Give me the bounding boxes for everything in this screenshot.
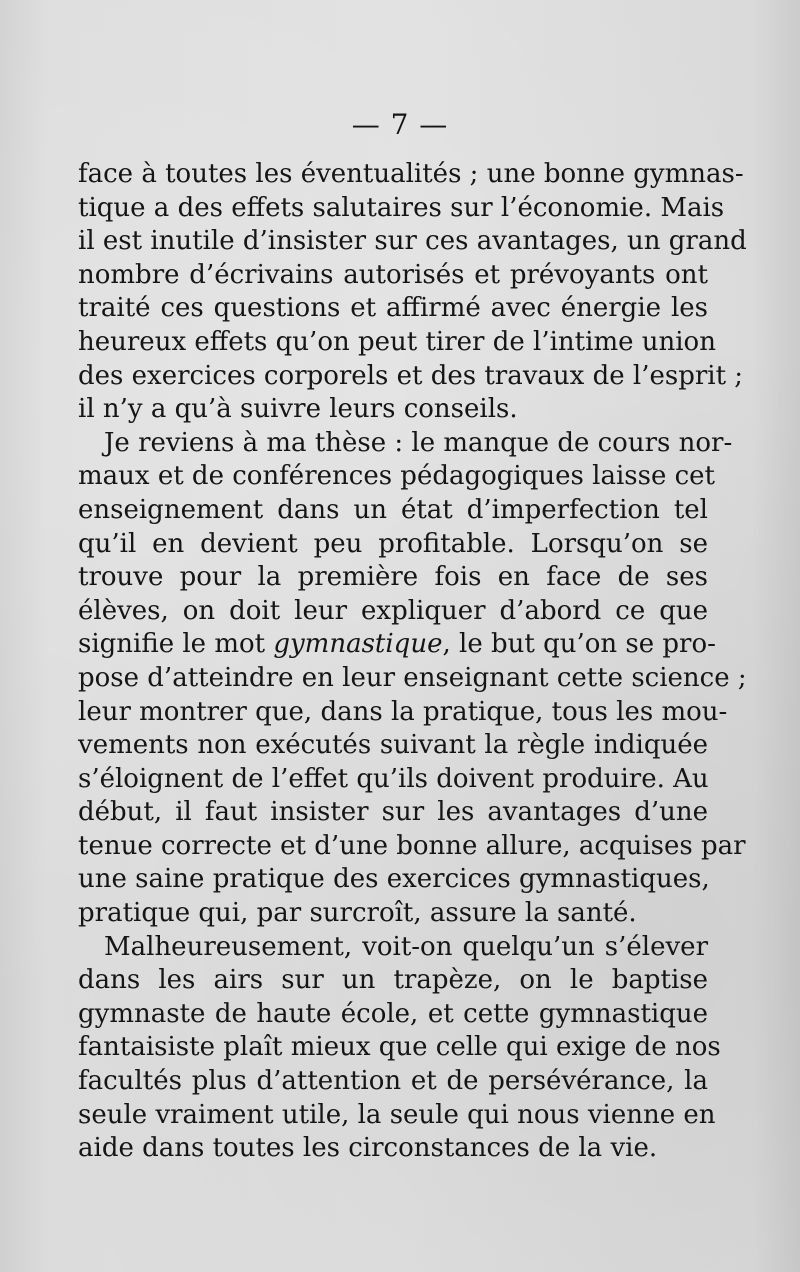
text-line: enseignement dans un état d’imperfection tel — [78, 494, 708, 525]
text-line: Je reviens à ma thèse : le manque de cours nor- — [104, 427, 733, 458]
text-line: tique a des effets salutaires sur l’économie. Mais — [78, 192, 725, 223]
text-line: gymnaste de haute école, et cette gymnastique — [78, 998, 708, 1029]
text-line: tenue correcte et d’une bonne allure, acquises par — [78, 830, 746, 861]
text-line: nombre d’écrivains autorisés et prévoyants ont — [78, 259, 708, 290]
italic-word: gymnastique — [273, 629, 443, 660]
text-line: Malheureusement, voit-on quelqu’un s’élever — [104, 931, 708, 962]
text-line: qu’il en devient peu profitable. Lorsqu’on se — [78, 528, 708, 559]
text-segment: , le but qu’on se pro- — [442, 629, 716, 660]
text-line: aide dans toutes les circonstances de la vie. — [78, 1133, 658, 1164]
text-line: maux et de conférences pédagogiques laisse cet — [78, 461, 715, 492]
text-line: début, il faut insister sur les avantages d’une — [78, 797, 708, 828]
text-line-with-italic — [78, 628, 716, 662]
text-line: fantaisiste plaît mieux que celle qui exige de nos — [78, 1032, 721, 1063]
text-segment: signifie le mot — [78, 629, 274, 660]
paragraph-2 — [78, 427, 747, 931]
text-line: traité ces questions et affirmé avec énergie les — [78, 293, 708, 324]
text-line: s’éloignent de l’effet qu’ils doivent produire. Au — [78, 763, 709, 794]
text-line: pratique qui, par surcroît, assure la santé. — [78, 898, 637, 929]
text-line: dans les airs sur un trapèze, on le baptise — [78, 965, 708, 996]
text-line: il n’y a qu’à suivre leurs conseils. — [78, 394, 518, 425]
text-line: face à toutes les éventualités ; une bonne gymnas- — [78, 159, 744, 189]
text-line: élèves, on doit leur expliquer d’abord ce que — [78, 595, 708, 626]
paragraph-3 — [78, 931, 721, 1166]
text-line: il est inutile d’insister sur ces avantages, un grand — [78, 226, 747, 257]
text-line: seule vraiment utile, la seule qui nous vienne en — [78, 1099, 716, 1130]
paragraph-1 — [78, 158, 747, 427]
text-line: facultés plus d’attention et de persévérance, la — [78, 1066, 708, 1097]
text-line: pose d’atteindre en leur enseignant cette science ; — [78, 662, 747, 693]
text-line: trouve pour la première fois en face de ses — [78, 562, 708, 593]
body-text — [78, 158, 747, 1166]
text-line: vements non exécutés suivant la règle indiquée — [78, 730, 708, 761]
text-line: une saine pratique des exercices gymnastiques, — [78, 864, 710, 895]
text-line: leur montrer que, dans la pratique, tous les mou- — [78, 696, 728, 727]
page-number: — 7 — — [351, 108, 449, 141]
text-line: des exercices corporels et des travaux de l’esprit ; — [78, 360, 744, 391]
text-line: heureux effets qu’on peut tirer de l’intime union — [78, 326, 716, 357]
